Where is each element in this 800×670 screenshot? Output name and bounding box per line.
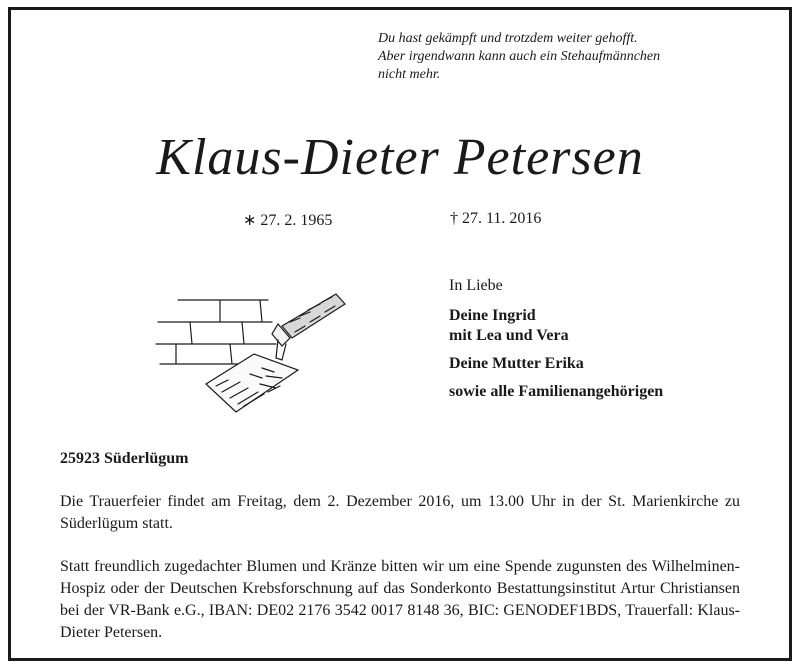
deceased-name: Klaus-Dieter Petersen	[156, 129, 644, 186]
donation-info: Statt freundlich zugedachter Blumen und Kränze bitten wir um eine Spende zugunsten des Wilhelminen-Hospiz oder der Deutschen Krebsforschnung auf das Sonderkonto Bestattungsinstitut Artur Christiansen bei der VR-Bank e.G., IBAN: DE02 2176 3542 0017 8148 36, BIC: GENODEF1BDS, Trauerfall: Klaus-Dieter Petersen.	[60, 558, 740, 641]
location-heading: 25923 Süderlügum	[60, 450, 189, 467]
quote-line-3: nicht mehr.	[378, 67, 441, 82]
memorial-quote	[378, 30, 778, 84]
birth-date: ∗ 27. 2. 1965	[243, 212, 333, 229]
mourner-line-1: Deine Ingrid	[449, 307, 536, 324]
mourner-line-4: sowie alle Familienangehörigen	[449, 383, 664, 400]
mourners-intro: In Liebe	[449, 277, 503, 294]
quote-line-2: Aber irgendwann kann auch ein Stehaufmännchen	[378, 49, 661, 64]
mourner-line-3: Deine Mutter Erika	[449, 355, 584, 372]
death-date: † 27. 11. 2016	[450, 210, 542, 227]
funeral-info: Die Trauerfeier findet am Freitag, dem 2. Dezember 2016, um 13.00 Uhr in der St. Marienkirche zu Süderlügum statt.	[60, 493, 740, 532]
trowel-and-brick-wall-icon	[150, 288, 350, 418]
mourners-list	[449, 276, 663, 402]
mourner-line-2: mit Lea und Vera	[449, 327, 569, 344]
quote-line-1: Du hast gekämpft und trotzdem weiter gehofft.	[378, 31, 638, 46]
